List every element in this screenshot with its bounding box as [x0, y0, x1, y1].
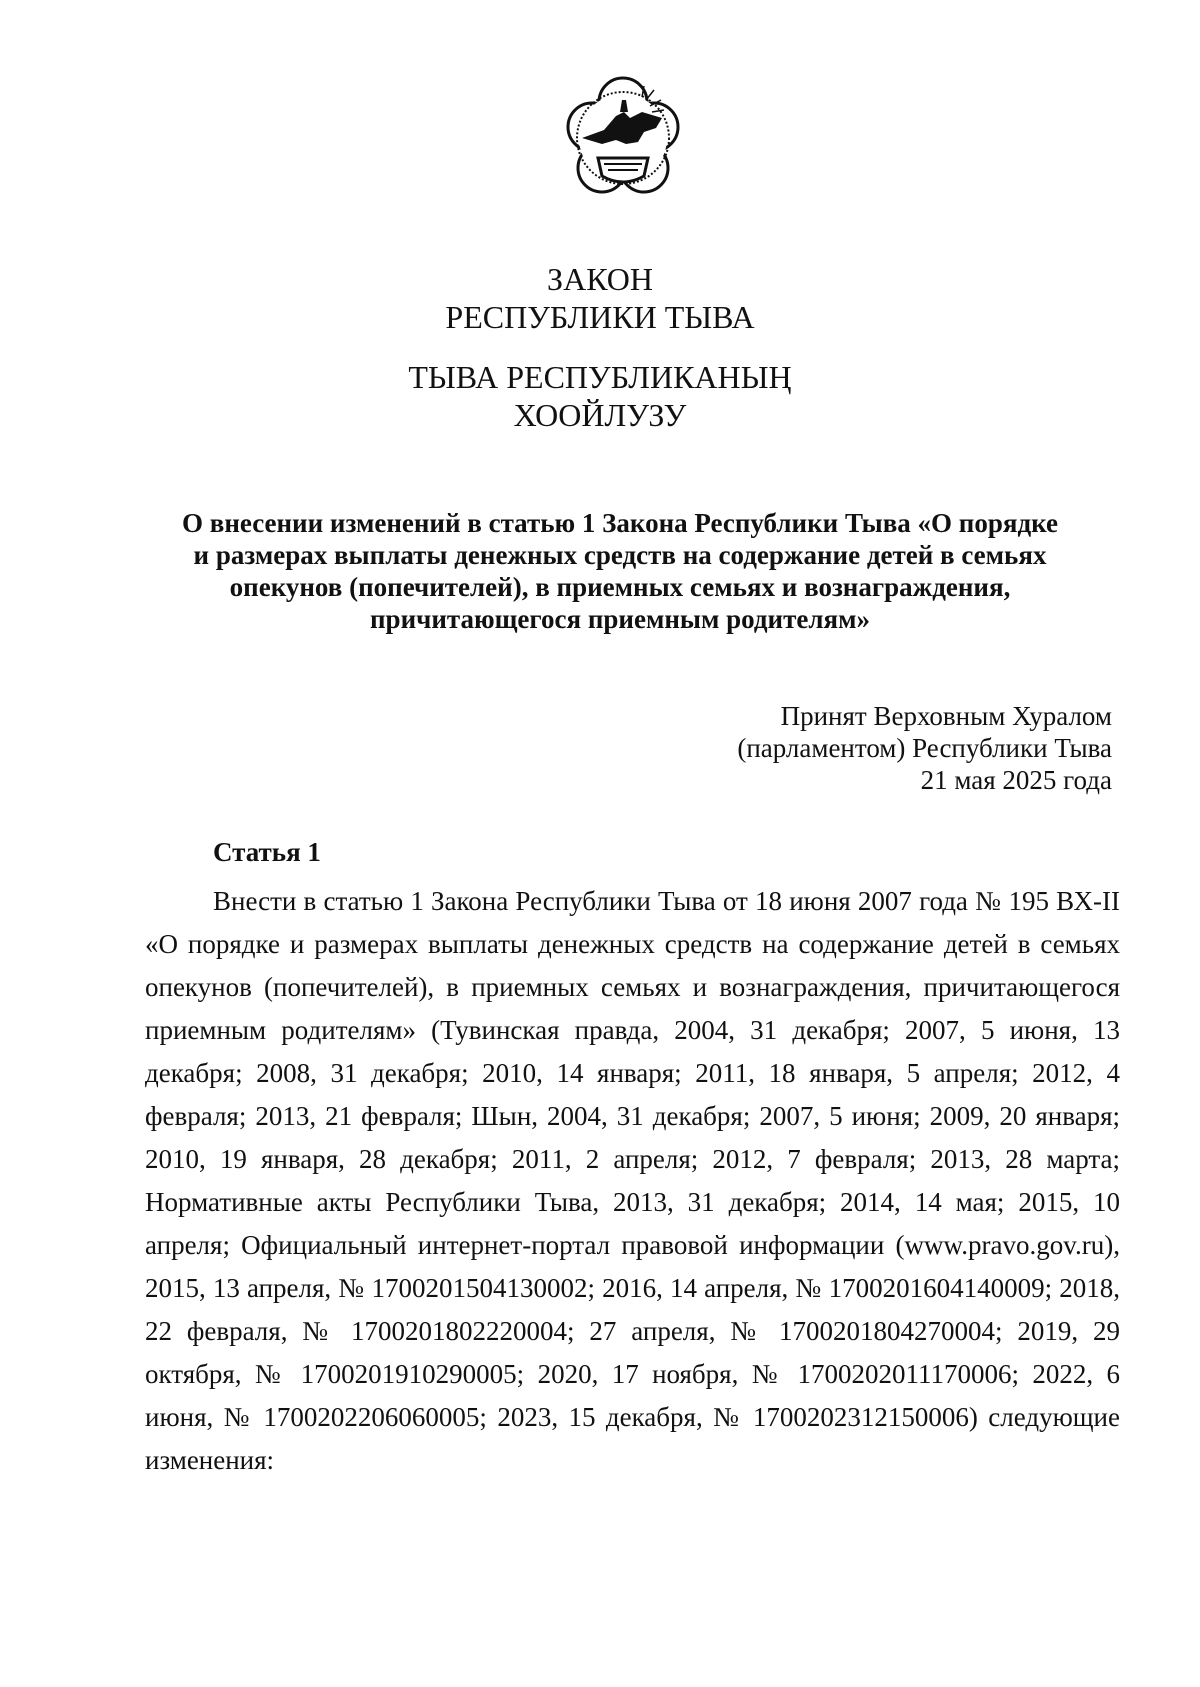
subject-line: и размерах выплаты денежных средств на содержание детей в семьях [193, 540, 1047, 570]
adoption-line: (парламентом) Республики Тыва [737, 733, 1112, 763]
tuva-coat-of-arms-icon [564, 72, 682, 240]
law-title-line: ЗАКОН [547, 261, 653, 297]
law-title-russian [0, 260, 1200, 336]
law-title-tuvan [0, 358, 1200, 434]
law-subject-heading [150, 507, 1090, 635]
adoption-date: 21 мая 2025 года [920, 765, 1112, 795]
law-title-line: ТЫВА РЕСПУБЛИКАНЫҢ [408, 359, 792, 395]
adoption-note [512, 700, 1112, 796]
subject-line: О внесении изменений в статью 1 Закона Республики Тыва «О порядке [182, 508, 1058, 538]
law-title-line: РЕСПУБЛИКИ ТЫВА [445, 299, 755, 335]
law-title-line: ХООЙЛУЗУ [513, 397, 687, 433]
subject-line: причитающегося приемным родителям» [370, 604, 870, 634]
article-title: Статья 1 [213, 837, 321, 867]
adoption-line: Принят Верховным Хуралом [780, 701, 1112, 731]
subject-line: опекунов (попечителей), в приемных семьях и вознаграждения, [229, 572, 1011, 602]
article-body: Внести в статью 1 Закона Республики Тыва от 18 июня 2007 года № 195 ВХ-II «О порядке и размерах выплаты денежных средств на содержание детей в семьях опекунов (попечителей), в приемных семьях и вознаграждения, причитающегося приемным родителям» (Тувинская правда, 2004, 31 декабря; 2007, 5 июня, 13 декабря; 2008, 31 декабря; 2010, 14 января; 2011, 18 января, 5 апреля; 2012, 4 февраля; 2013, 21 февраля; Шын, 2004, 31 декабря; 2007, 5 июня; 2009, 20 января; 2010, 19 января, 28 декабря; 2011, 2 апреля; 2012, 7 февраля; 2013, 28 марта; Нормативные акты Республики Тыва, 2013, 31 декабря; 2014, 14 мая; 2015, 10 апреля; Официальный интернет-портал правовой информации (www.pravo.gov.ru), 2015, 13 апреля, № 1700201504130002; 2016, 14 апреля, № 1700201604140009; 2018, 22 февраля, № 1700201802220004; 27 апреля, № 1700201804270004; 2019, 29 октября, № 1700201910290005; 2020, 17 ноября, № 1700202011170006; 2022, 6 июня, № 1700202206060005; 2023, 15 декабря, № 1700202312150006) следующие изменения: [145, 886, 1120, 1475]
